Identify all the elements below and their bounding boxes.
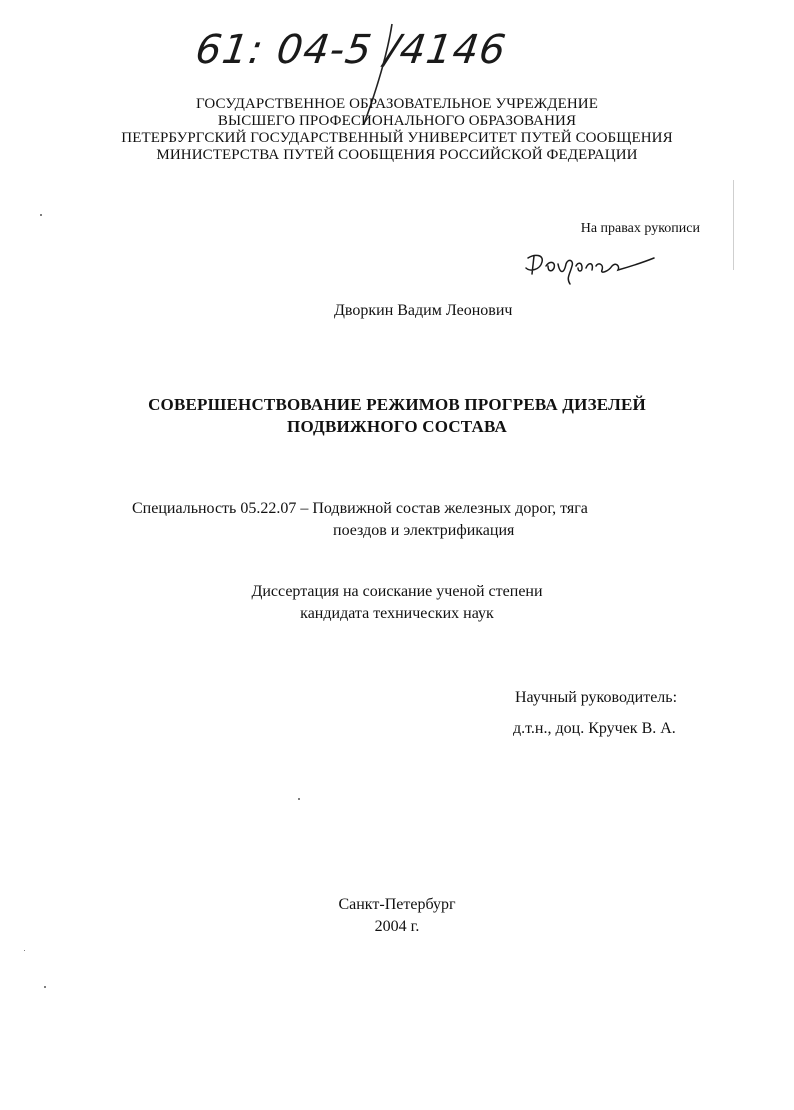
archive-number-handwritten: 61: 04-5 /4146 <box>192 27 510 73</box>
scan-speck <box>44 986 46 988</box>
institution-line-1: ГОСУДАРСТВЕННОЕ ОБРАЗОВАТЕЛЬНОЕ УЧРЕЖДЕНИЕ <box>195 96 599 112</box>
institution-line-3: ПЕТЕРБУРГСКИЙ ГОСУДАРСТВЕННЫЙ УНИВЕРСИТЕТ ПУТЕЙ СООБЩЕНИЯ <box>121 130 673 146</box>
scan-speck <box>40 214 42 216</box>
dissertation-degree <box>0 581 794 625</box>
degree-line-2: кандидата технических наук <box>300 605 494 622</box>
author-signature <box>520 244 660 294</box>
title-line-2: ПОДВИЖНОГО СОСТАВА <box>287 417 507 436</box>
supervisor-name: д.т.н., доц. Кручек В. А. <box>513 720 676 737</box>
year: 2004 г. <box>374 918 420 935</box>
institution-header <box>0 96 794 164</box>
dissertation-title <box>0 394 794 438</box>
institution-line-4: МИНИСТЕРСТВА ПУТЕЙ СООБЩЕНИЯ РОССИЙСКОЙ ФЕДЕРАЦИИ <box>156 147 638 163</box>
degree-line-1: Диссертация на соискание ученой степени <box>251 583 543 600</box>
specialty-line-2: поездов и электрификация <box>333 522 515 539</box>
specialty-line-1: Специальность 05.22.07 – Подвижной состав железных дорог, тяга <box>132 500 588 517</box>
supervisor-label: Научный руководитель: <box>515 689 678 706</box>
city: Санкт-Петербург <box>338 896 456 913</box>
institution-line-2: ВЫСШЕГО ПРОФЕСИОНАЛЬНОГО ОБРАЗОВАНИЯ <box>217 113 577 129</box>
scan-speck <box>298 798 300 800</box>
scan-edge-line <box>733 180 734 270</box>
title-line-1: СОВЕРШЕНСТВОВАНИЕ РЕЖИМОВ ПРОГРЕВА ДИЗЕЛЕЙ <box>148 395 646 414</box>
scan-speck <box>24 950 25 951</box>
place-and-year <box>0 894 794 938</box>
manuscript-rights: На правах рукописи <box>580 221 700 236</box>
author-name: Дворкин Вадим Леонович <box>334 302 513 319</box>
